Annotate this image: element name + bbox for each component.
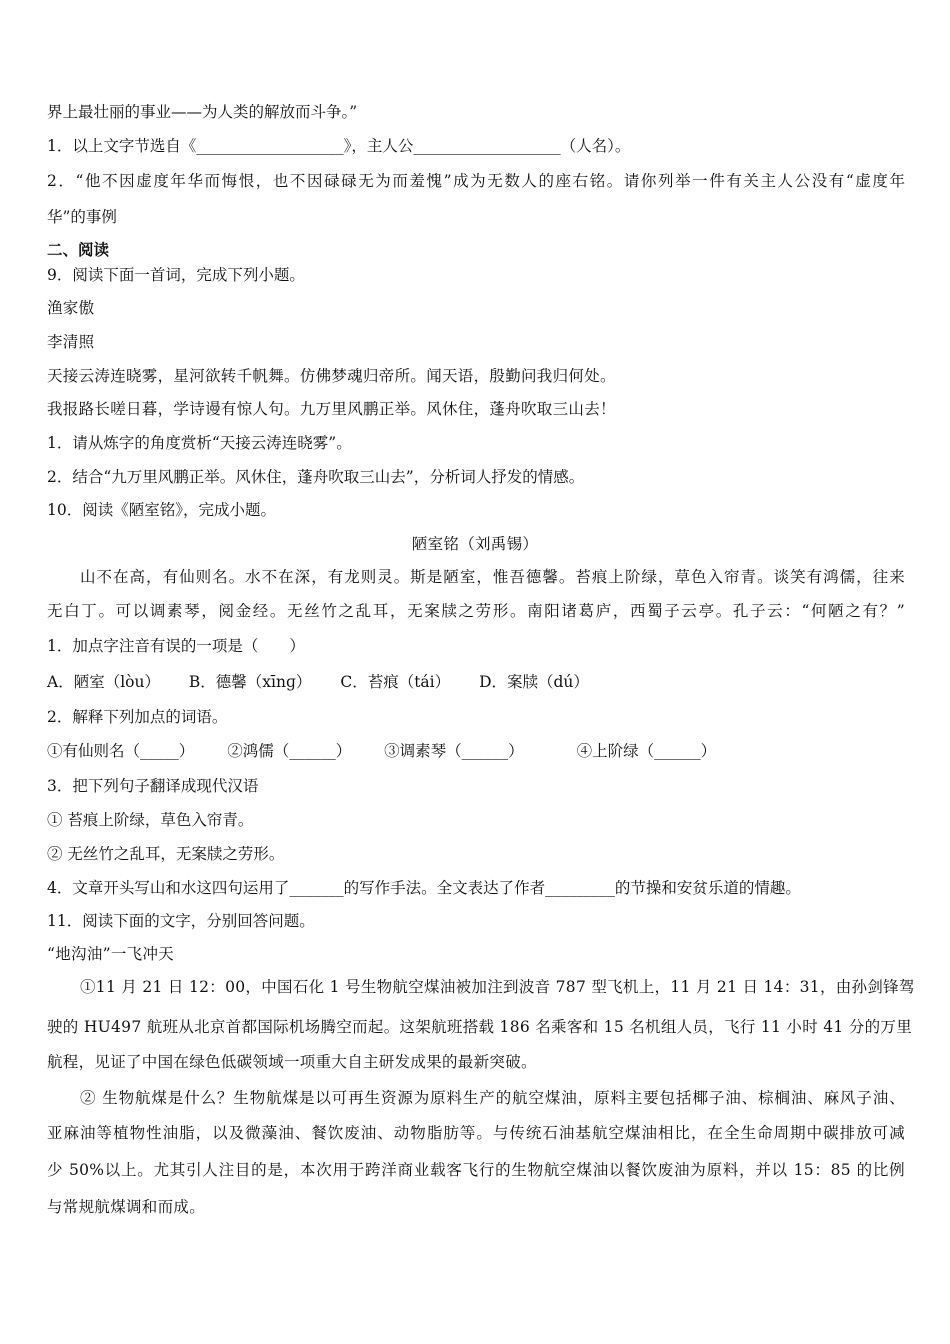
question-line: 2．“他不因虚度年华而悔恨，也不因碌碌无为而羞愧”成为无数人的座右铭。请你列举一件有关主人公没有“虚度年 xyxy=(47,172,905,190)
poem-title: 渔家傲 xyxy=(47,299,95,317)
question-line: 华”的事例 xyxy=(47,208,117,226)
article-title: “地沟油”一飞冲天 xyxy=(47,945,175,963)
question-line: 1．加点字注音有误的一项是（ ） xyxy=(47,637,305,655)
blank-4: ④上阶绿（______） xyxy=(576,742,717,760)
blank-2: ②鸿儒（______） xyxy=(227,742,352,760)
poem-line: 我报路长嗟日暮，学诗谩有惊人句。九万里风鹏正举。风休住，蓬舟吹取三山去！ xyxy=(47,400,616,418)
option-b: B．德馨（xīnɡ） xyxy=(188,673,312,691)
question-line: 1．以上文字节选自《___________________》，主人公___________________（人名）。 xyxy=(47,137,631,155)
blanks-row xyxy=(47,741,744,761)
article-paragraph: ② 生物航煤是什么？生物航煤是以可再生资源为原料生产的航空煤油，原料主要包括椰子油、棕榈油、麻风子油、 xyxy=(80,1089,905,1107)
question-line: 2．结合“九万里风鹏正举。风休住，蓬舟吹取三山去”，分析词人抒发的情感。 xyxy=(47,468,585,486)
poem-author: 李清照 xyxy=(47,333,95,351)
question-line: 4．文章开头写山和水这四句运用了_______的写作手法。全文表达了作者_________的节操和安贫乐道的情趣。 xyxy=(47,879,801,897)
article-paragraph: ①11 月 21 日 12：00，中国石化 1 号生物航空煤油被加注到波音 787 型飞机上，11 月 21 日 14：31，由孙剑锋驾 xyxy=(80,978,915,996)
question-line: ① 苔痕上阶绿，草色入帘青。 xyxy=(47,811,254,829)
essay-title: 陋室铭（刘禹锡） xyxy=(411,535,539,553)
options-row xyxy=(47,672,613,692)
section-title: 二、阅读 xyxy=(47,240,110,259)
question-heading: 11．阅读下面的文字，分别回答问题。 xyxy=(47,912,315,930)
article-paragraph: 亚麻油等植物性油脂，以及微藻油、餐饮废油、动物脂肪等。与传统石油基航空煤油相比，在全生命周期中碳排放可减 xyxy=(47,1124,905,1142)
essay-paragraph: 无白丁。可以调素琴，阅金经。无丝竹之乱耳，无案牍之劳形。南阳诸葛庐，西蜀子云亭。孔子云：“何陋之有？” xyxy=(47,602,905,620)
article-paragraph: 航程，见证了中国在绿色低碳领域一项重大自主研发成果的最新突破。 xyxy=(47,1053,537,1071)
article-paragraph: 少 50%以上。尤其引人注目的是，本次用于跨洋商业载客飞行的生物航空煤油以餐饮废油为原料，并以 15：85 的比例 xyxy=(47,1161,905,1179)
question-heading: 10．阅读《陋室铭》，完成小题。 xyxy=(47,501,276,519)
blank-1: ①有仙则名（_____） xyxy=(47,742,195,760)
question-line: ② 无丝竹之乱耳，无案牍之劳形。 xyxy=(47,845,285,863)
option-a: A．陋室（lòu） xyxy=(47,673,160,691)
blank-3: ③调素琴（______） xyxy=(384,742,524,760)
article-paragraph: 驶的 HU497 航班从北京首都国际机场腾空而起。这架航班搭载 186 名乘客和 15 名机组人员，飞行 11 小时 41 分的万里 xyxy=(47,1018,912,1036)
question-line: 3．把下列句子翻译成现代汉语 xyxy=(47,777,259,795)
option-c: C．苔痕（tái） xyxy=(340,673,451,691)
question-heading: 9．阅读下面一首词，完成下列小题。 xyxy=(47,266,305,284)
poem-line: 天接云涛连晓雾，星河欲转千帆舞。仿佛梦魂归帝所。闻天语，殷勤问我归何处。 xyxy=(47,367,616,385)
question-line: 2．解释下列加点的词语。 xyxy=(47,708,228,726)
text-line: 界上最壮丽的事业——为人类的解放而斗争。” xyxy=(47,103,358,121)
article-paragraph: 与常规航煤调和而成。 xyxy=(47,1198,206,1216)
essay-paragraph: 山不在高，有仙则名。水不在深，有龙则灵。斯是陋室，惟吾德馨。苔痕上阶绿，草色入帘青。谈笑有鸿儒，往来 xyxy=(80,568,905,586)
question-line: 1．请从炼字的角度赏析“天接云涛连晓雾”。 xyxy=(47,434,352,452)
option-d: D．案牍（dú） xyxy=(479,673,589,691)
